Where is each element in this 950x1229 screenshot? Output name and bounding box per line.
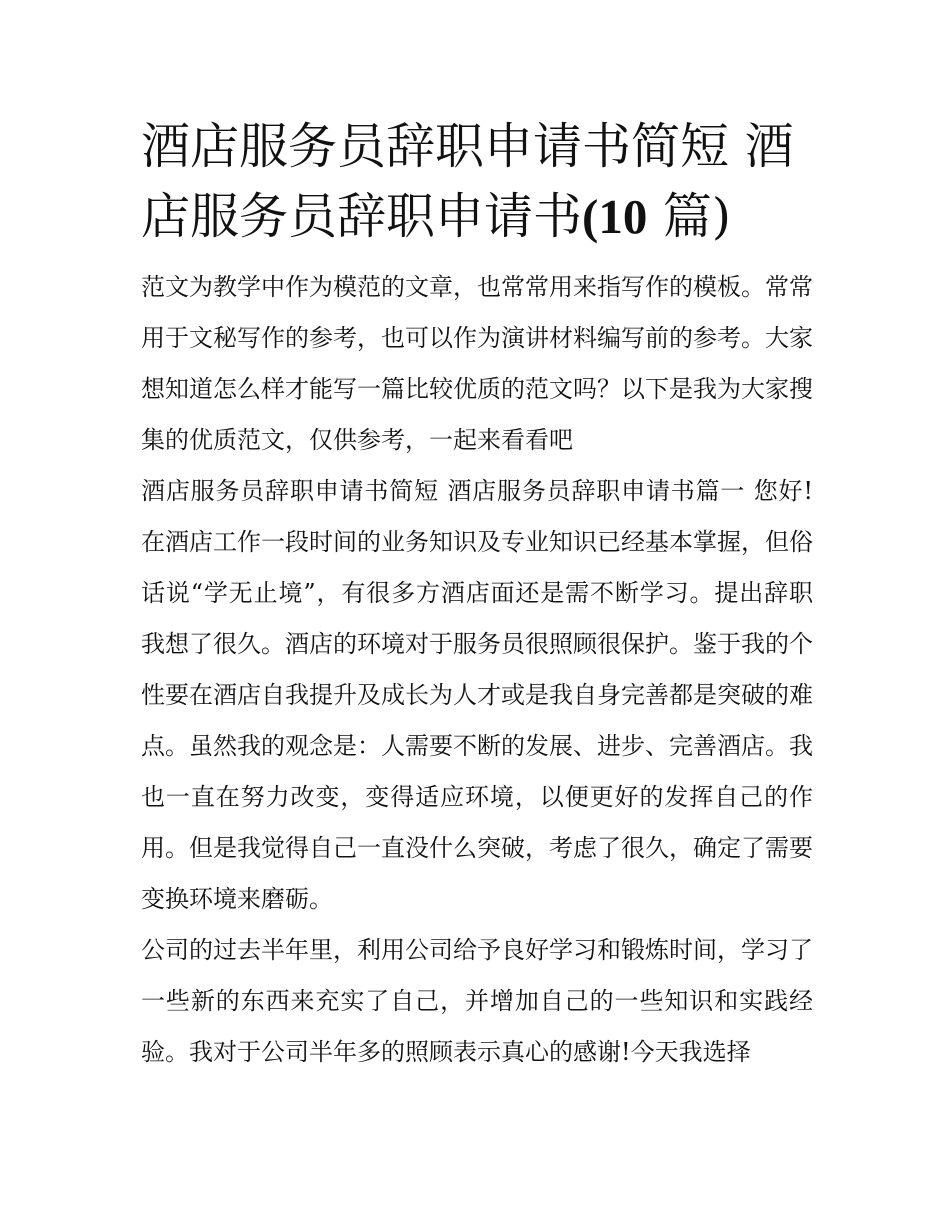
body-paragraph: 酒店服务员辞职申请书简短 酒店服务员辞职申请书篇一 您好!在酒店工作一段时间的业务知识及专业知识已经基本掌握，但俗话说“学无止境”，有很多方酒店面还是需不断学习。提出辞职我想了很久。酒店的环境对于服务员很照顾很保护。鉴于我的个性要在酒店自我提升及成长为人才或是我自身完善都是突破的难点。虽然我的观念是：人需要不断的发展、进步、完善酒店。我也一直在努力改变，变得适应环境，以便更好的发挥自己的作用。但是我觉得自己一直没什么突破，考虑了很久，确定了需要变换环境来磨砺。	[141, 477, 813, 913]
document-title	[141, 112, 813, 252]
intro-paragraph: 范文为教学中作为模范的文章，也常常用来指写作的模板。常常用于文秘写作的参考，也可以作为演讲材料编写前的参考。大家想知道怎么样才能写一篇比较优质的范文吗？以下是我为大家搜集的优质范文，仅供参考，一起来看看吧	[141, 273, 813, 454]
body-paragraph: 公司的过去半年里，利用公司给予良好学习和锻炼时间，学习了一些新的东西来充实了自己，并增加自己的一些知识和实践经验。我对于公司半年多的照顾表示真心的感谢!今天我选择	[141, 936, 813, 1066]
document-body	[141, 112, 813, 1078]
title-count: (10	[582, 189, 648, 244]
title-text: 酒店服务员辞职申请书简短 酒店服务员辞职申请书	[141, 118, 794, 245]
title-suffix: 篇)	[647, 188, 732, 245]
